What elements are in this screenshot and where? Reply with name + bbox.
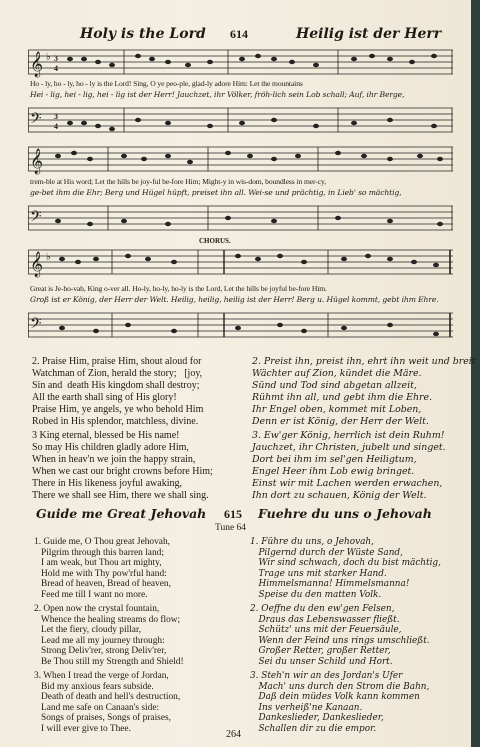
treble-staff-2 bbox=[28, 143, 453, 175]
svg-text:𝄢: 𝄢 bbox=[30, 208, 42, 228]
verse-614-3-german: 3. Ew'ger König, herrlich ist dein Ruhm! Jauchzet, ihr Christen, jubelt und singet. Dort bei ihm im sel'gen Heiligtum, Engel Heer ihm Lob ewig bringet. Einst wir mit Lachen werden erwachen, Ihn dort zu schauen, König der Welt. bbox=[252, 430, 446, 501]
lyrics-line-2-german: ge-bet ihm die Ehr; Berg und Hügel hüpft, preiset ihn all. Wei-se und prächtig, in Lieb' so mächtig, bbox=[30, 188, 402, 197]
tune-reference: Tune 64 bbox=[215, 523, 247, 533]
lyrics-line-1-english: Ho - ly, ho - ly, ho - ly is the Lord! Sing, O ye peo-ple, glad-ly adore Him: Let the mountains bbox=[30, 79, 303, 88]
page-number: 264 bbox=[226, 729, 241, 740]
verse-615-1-english: 1. Guide me, O Thou great Jehovah, Pilgrim through this barren land; I am weak, but Thou art mighty, Hold me with Thy pow'rful hand: Bread of heaven, Bread of heaven, Feed me till I want no more. bbox=[34, 537, 171, 600]
bass-staff-1 bbox=[28, 104, 453, 136]
lyrics-line-3-english: Great is Je-ho-vah, King o-ver all. Ho-ly, ho-ly, ho-ly is the Lord, Let the hills be joyful be-fore Him. bbox=[30, 284, 327, 293]
verse-615-2-english: 2. Open now the crystal fountain, Whence the healing streams do flow; Let the fiery, cloudy pillar, Lead me all my journey through: Strong Deliv'rer, strong Deliv'rer, Be Thou still my Strength and Shield! bbox=[34, 604, 184, 667]
bass-staff-3 bbox=[28, 309, 453, 341]
lyrics-line-3-german: Groß ist er König, der Herr der Welt. Heilig, heilig, heilig ist der Herr! Berg u. Hügel kommt, gebt ihm Ehre. bbox=[30, 295, 439, 304]
hymn-615-title-german: Fuehre du uns o Jehovah bbox=[258, 506, 432, 521]
verse-614-3-english: 3 King eternal, blessed be His name! So may His children gladly adore Him, When in heav'n we join the happy strain, When we cast our bright crowns before Him; There in His likeness joyful awaking, There we shall see Him, there we shall sing. bbox=[32, 430, 213, 501]
svg-text:𝄢: 𝄢 bbox=[30, 110, 42, 130]
lyrics-line-1-german: Hei - lig, hei - lig, hei - lig ist der Herr! Jauchzet, ihr Völker, fröh-lich sein Lob schall; Auf, ihr Berge, bbox=[30, 90, 405, 99]
verse-615-3-german: 3. Steh'n wir an des Jordan's Ufer Mach' uns durch den Strom die Bahn, Daß dein müdes Volk kann kommen Ins verheiß'ne Kanaan. Dankeslieder, Dankeslieder, Schallen dir zu die empor. bbox=[250, 671, 430, 734]
lyrics-line-2-english: trem-ble at His word; Let the hills be joy-ful be-fore Him; Might-y in wis-dom, boundless in mer-cy, bbox=[30, 177, 326, 186]
treble-staff-3 bbox=[28, 246, 453, 278]
treble-staff-1 bbox=[28, 46, 453, 78]
svg-text:3: 3 bbox=[54, 54, 58, 63]
svg-text:𝄞: 𝄞 bbox=[30, 52, 44, 77]
verse-615-3-english: 3. When I tread the verge of Jordan, Bid my anxious fears subside. Death of death and hell's destruction, Land me safe on Canaan's side: Songs of praises, Songs of praises, I will ever give to Thee. bbox=[34, 671, 181, 734]
svg-text:♭: ♭ bbox=[46, 52, 51, 63]
verse-615-2-german: 2. Oeffne du den ew'gen Felsen, Draus das Lebenswasser fließt. Schütz' uns mit der Feuersäule, Wenn der Feind uns rings umschließt. Großer Retter, großer Retter, Sei du unser Schild und Hort. bbox=[250, 604, 430, 667]
svg-text:♭: ♭ bbox=[46, 252, 51, 263]
hymn-615-number: 615 bbox=[224, 507, 242, 521]
hymn-615-title-english: Guide me Great Jehovah bbox=[36, 506, 207, 521]
svg-text:𝄞: 𝄞 bbox=[30, 251, 44, 276]
verse-614-2-german: 2. Preist ihn, preist ihn, ehrt ihn weit und breit Wächter auf Zion, kündet die Märe. Sünd und Tod sind abgetan allzeit, Rühmt ihn all, und gebt ihm die Ehre. Ihr Engel oben, kommet mit Loben, Denn er ist König, der Herr der Welt. bbox=[252, 356, 476, 427]
svg-text:𝄢: 𝄢 bbox=[30, 315, 42, 335]
svg-text:𝄞: 𝄞 bbox=[30, 148, 44, 173]
verse-614-2-english: 2. Praise Him, praise Him, shout aloud for Watchman of Zion, herald the story; [joy, Sin and death His kingdom shall destroy; All the earth shall sing of His glory! Praise Him, ye angels, ye who behold Him Robed in His splendor, matchless, divine. bbox=[32, 356, 204, 427]
chorus-label: CHORUS. bbox=[199, 237, 231, 245]
bass-staff-2 bbox=[28, 202, 453, 234]
hymn-614-title-english: Holy is the Lord bbox=[80, 26, 206, 42]
svg-text:4: 4 bbox=[54, 64, 58, 73]
hymn-614-title-german: Heilig ist der Herr bbox=[296, 26, 442, 42]
hymn-614-number: 614 bbox=[230, 27, 248, 41]
svg-text:3: 3 bbox=[54, 112, 58, 121]
verse-615-1-german: 1. Führe du uns, o Jehovah, Pilgernd durch der Wüste Sand, Wir sind schwach, doch du bist mächtig, Trage uns mit starker Hand. Himmelsmanna! Himmelsmanna! Speise du den matten Volk. bbox=[250, 537, 441, 600]
svg-text:4: 4 bbox=[54, 122, 58, 131]
